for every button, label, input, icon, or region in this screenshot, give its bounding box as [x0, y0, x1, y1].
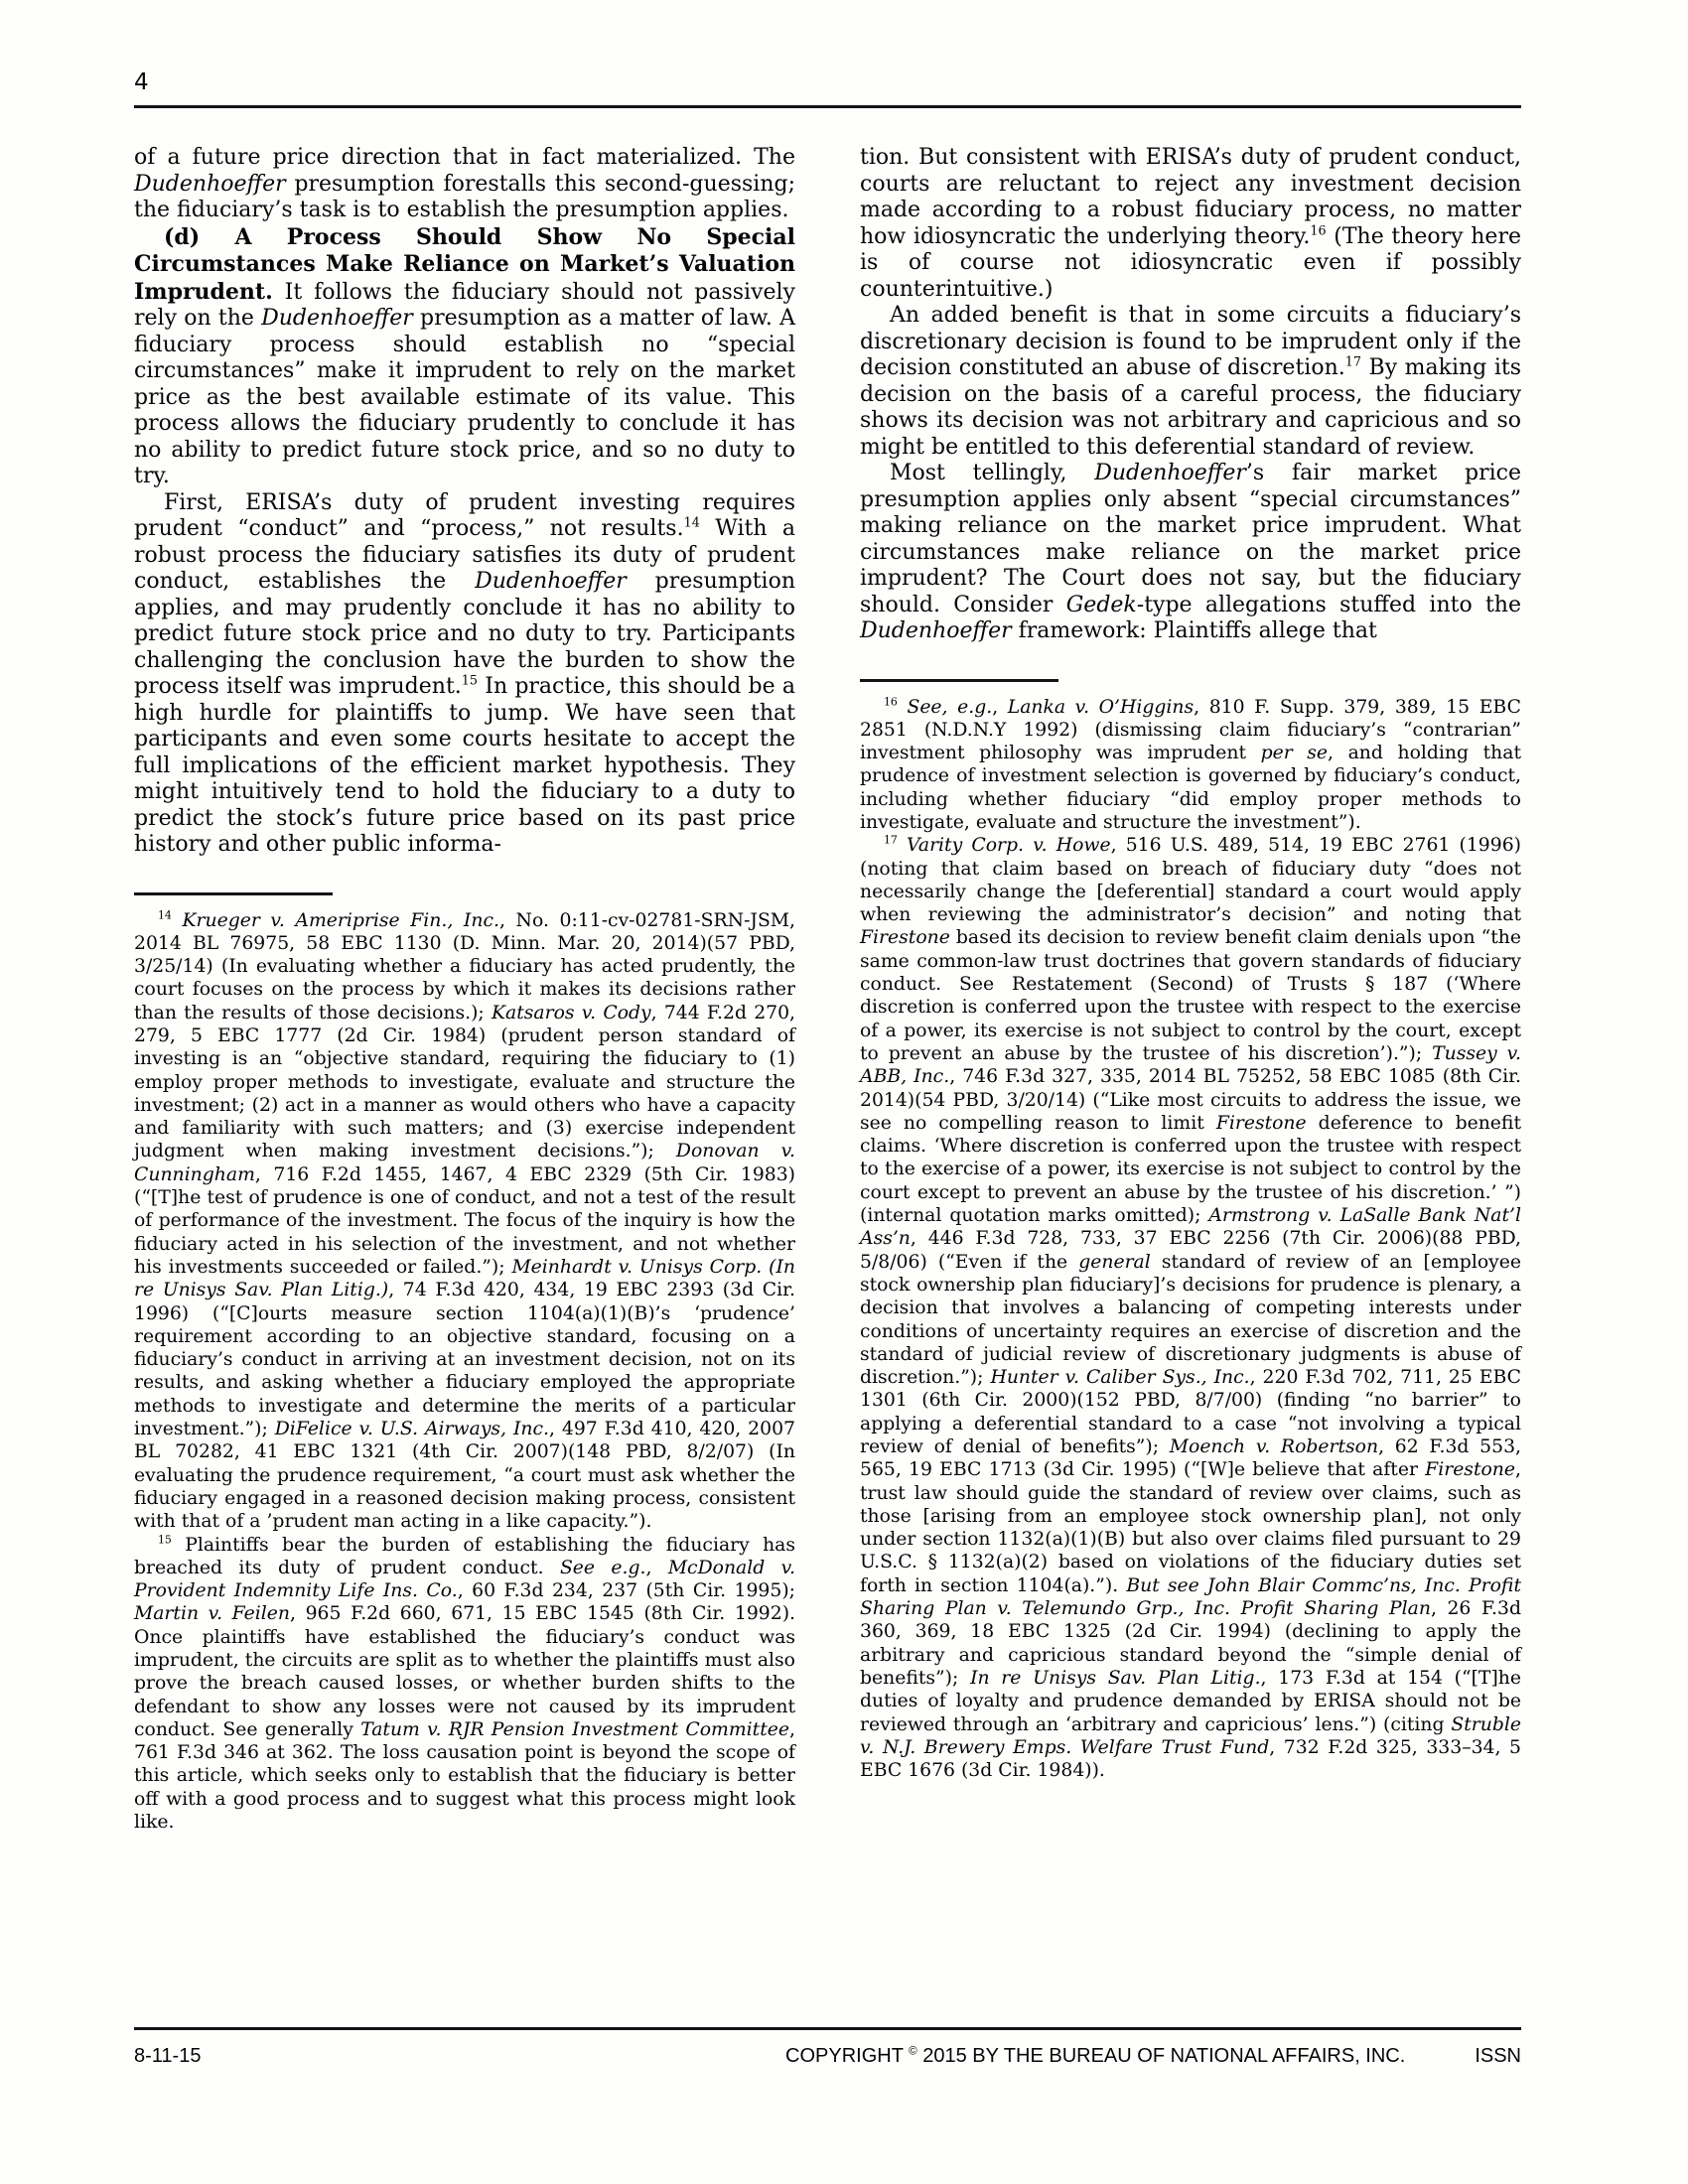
footnote-17: $^{17}$ Varity Corp. v. Howe, 516 U.S. 489, 514, 19 EBC 2761 (1996) (noting that claim based on breach of fiduciary duty “does not necessarily change the [deferential] standard a court would apply when reviewing the administrator’s decision” and noting that Firestone based its decision to review benefit claim denials upon “the same common-law trust doctrines that govern standards of fiduciary conduct. See Restatement (Second) of Trusts § 187 (‘Where discretion is conferred upon the trustee with respect to the exercise of a power, its exercise is not subject to control by the court, except to prevent an abuse by the trustee of his discretion’).”); Tussey v. ABB, Inc., 746 F.3d 327, 335, 2014 BL 75252, 58 EBC 1085 (8th Cir. 2014)(54 PBD, 3/20/14) (“Like most circuits to address the issue, we see no compelling reason to limit Firestone deference to benefit claims. ‘Where discretion is conferred upon the trustee with respect to the exercise of a power, its exercise is not subject to control by the court except to prevent an abuse by the trustee of his discretion.’ ”) (internal quotation marks omitted); Armstrong v. LaSalle Bank Nat’l Ass’n, 446 F.3d 728, 733, 37 EBC 2256 (7th Cir. 2006)(88 PBD, 5/8/06) (“Even if the general standard of review of an [employee stock ownership plan fiduciary]’s decisions for prudence is plenary, a decision that involves a balancing of competing interests under conditions of uncertainty requires an exercise of discretion and the standard of judicial review of discretionary judgments is abuse of discretion.”); Hunter v. Caliber Sys., Inc., 220 F.3d 702, 711, 25 EBC 1301 (6th Cir. 2000)(152 PBD, 8/7/00) (finding “no barrier” to applying a deferential standard to a case “not involving a typical review of denial of benefits”); Moench v. Robertson, 62 F.3d 553, 565, 19 EBC 1713 (3d Cir. 1995) (“[W]e believe that after Firestone, trust law should guide the standard of review over claims, such as those [arising from an employee stock ownership plan], not only under section 1132(a)(1)(B) but also over claims filed pursuant to 29 U.S.C. § 1132(a)(2) based on violations of the fiduciary duties set forth in section 1104(a).”). But see John Blair Commc’ns, Inc. Profit Sharing Plan v. Telemundo Grp., Inc. Profit Sharing Plan, 26 F.3d 360, 369, 18 EBC 1325 (2d Cir. 1994) (declining to apply the arbitrary and capricious standard beyond the “simple denial of benefits”); In re Unisys Sav. Plan Litig., 173 F.3d at 154 (“[T]he duties of loyalty and prudence demanded by ERISA should not be reviewed through an ‘arbitrary and capricious’ lens.”) (citing Struble v. N.J. Brewery Emps. Welfare Trust Fund, 732 F.2d 325, 333–34, 5 EBC 1676 (3d Cir. 1984)). — [860, 834, 1522, 1782]
footnote-16: $^{16}$ See, e.g., Lanka v. O’Higgins, 810 F. Supp. 379, 389, 15 EBC 2851 (N.D.N.Y 1992) (dismissing claim fiduciary’s “contrarian” investment philosophy was imprudent per se, and holding that prudence of investment selection is governed by fiduciary’s conduct, including whether fiduciary “did employ proper methods to investigate, evaluate and structure the investment”). — [860, 695, 1521, 833]
footer-copyright: COPYRIGHT © 2015 BY THE BUREAU OF NATIONAL AFFAIRS, INC. — [785, 2044, 1406, 2067]
body-paragraph: An added benefit is that in some circuits a fiduciary’s discretionary decision is found to be imprudent only if the decision constituted an abuse of discretion.$^{17}$ By making its decision on the basis of a careful process, the fiduciary shows its decision was not arbitrary and capricious and so might be entitled to this deferential standard of review. — [860, 303, 1521, 460]
body-paragraph: tion. But consistent with ERISA’s duty of prudent conduct, courts are reluctant to reject any investment decision made according to a robust fiduciary process, no matter how idiosyncratic the underlying theory.$^{16}$ (The theory here is of course not idiosyncratic even if possibly counterintuitive.) — [860, 145, 1521, 302]
footnote-15: $^{15}$ Plaintiffs bear the burden of establishing the fiduciary has breached its duty of prudent conduct. See e.g., McDonald v. Provident Indemnity Life Ins. Co., 60 F.3d 234, 237 (5th Cir. 1995); Martin v. Feilen, 965 F.2d 660, 671, 15 EBC 1545 (8th Cir. 1992). Once plaintiffs have established the fiduciary’s conduct was imprudent, the circuits are split as to whether the plaintiffs must also prove the breach caused losses, or whether burden shifts to the defendant to show any losses were not caused by its imprudent conduct. See generally Tatum v. RJR Pension Investment Committee, 761 F.3d 346 at 362. The loss causation point is beyond the scope of this article, which seeks only to establish that the fiduciary is better off with a good process and to suggest what this process might look like. — [134, 1533, 795, 1834]
footer-date: 8-11-15 — [134, 2045, 202, 2067]
right-column — [860, 145, 1521, 1782]
two-column-layout — [134, 145, 1521, 1834]
footer-right-group — [785, 2045, 1521, 2067]
body-paragraph-heading-d: (d) A Process Should Show No Special Circumstances Make Reliance on Market’s Valuation Imprudent. It follows the fiduciary should not passively rely on the Dudenhoeffer presumption as a matter of law. A fiduciary process should establish no “special circumstances” make it imprudent to rely on the market price as the best available estimate of its value. This process allows the fiduciary prudently to conclude it has no ability to predict future stock price, and so no duty to try. — [134, 223, 795, 488]
page-number: 4 — [134, 69, 149, 95]
footnote-separator — [134, 892, 333, 895]
footnote-separator — [860, 679, 1058, 682]
footnote-14: $^{14}$ Krueger v. Ameriprise Fin., Inc., No. 0:11-cv-02781-SRN-JSM, 2014 BL 76975, 58 EBC 1130 (D. Minn. Mar. 20, 2014)(57 PBD, 3/25/14) (In evaluating whether a fiduciary has acted prudently, the court focuses on the process by which it makes its decisions rather than the results of those decisions.); Katsaros v. Cody, 744 F.2d 270, 279, 5 EBC 1777 (2d Cir. 1984) (prudent person standard of investing is an “objective standard, requiring the fiduciary to (1) employ proper methods to investigate, evaluate and structure the investment; (2) act in a manner as would others who have a capacity and familiarity with such matters; and (3) exercise independent judgment when making investment decisions.”); Donovan v. Cunningham, 716 F.2d 1455, 1467, 4 EBC 2329 (5th Cir. 1983) (“[T]he test of prudence is one of conduct, and not a test of the result of performance of the investment. The focus of the inquiry is how the fiduciary acted in his selection of the investment, and not whether his investments succeeded or failed.”); Meinhardt v. Unisys Corp. (In re Unisys Sav. Plan Litig.), 74 F.3d 420, 434, 19 EBC 2393 (3d Cir. 1996) (“[C]ourts measure section 1104(a)(1)(B)’s ‘prudence’ requirement according to an objective standard, focusing on a fiduciary’s conduct in arriving at an investment decision, not on its results, and asking whether a fiduciary employed the appropriate methods to investigate and determine the merits of a particular investment.”); DiFelice v. U.S. Airways, Inc., 497 F.3d 410, 420, 2007 BL 70282, 41 EBC 1321 (4th Cir. 2007)(148 PBD, 8/2/07) (In evaluating the prudence requirement, “a court must ask whether the fiduciary engaged in a reasoned decision making process, consistent with that of a ’prudent man acting in a like capacity.”). — [134, 908, 796, 1533]
footer-issn: ISSN — [1475, 2045, 1521, 2067]
header-rule — [134, 105, 1521, 108]
left-column — [134, 145, 795, 1834]
body-paragraph: First, ERISA’s duty of prudent investing requires prudent “conduct” and “process,” not results.$^{14}$ With a robust process the fiduciary satisfies its duty of prudent conduct, establishes the Dudenhoeffer presumption applies, and may prudently conclude it has no ability to predict future stock price and no duty to try. Participants challenging the conclusion have the burden to show the process itself was imprudent.$^{15}$ In practice, this should be a high hurdle for plaintiffs to jump. We have seen that participants and even some courts hesitate to accept the full implications of the efficient market hypothesis. They might intuitively tend to hold the fiduciary to a duty to predict the stock’s future price based on its past price history and other public informa- — [134, 489, 796, 857]
page-footer — [134, 2027, 1521, 2067]
body-paragraph: of a future price direction that in fact materialized. The Dudenhoeffer presumption forestalls this second-guessing; the fiduciary’s task is to establish the presumption applies. — [134, 145, 795, 222]
body-paragraph: Most tellingly, Dudenhoeffer’s fair market price presumption applies only absent “special circumstances” making reliance on the market price imprudent. What circumstances make reliance on the market price imprudent? The Court does not say, but the fiduciary should. Consider Gedek-type allegations stuffed into the Dudenhoeffer framework: Plaintiffs allege that — [860, 461, 1521, 643]
